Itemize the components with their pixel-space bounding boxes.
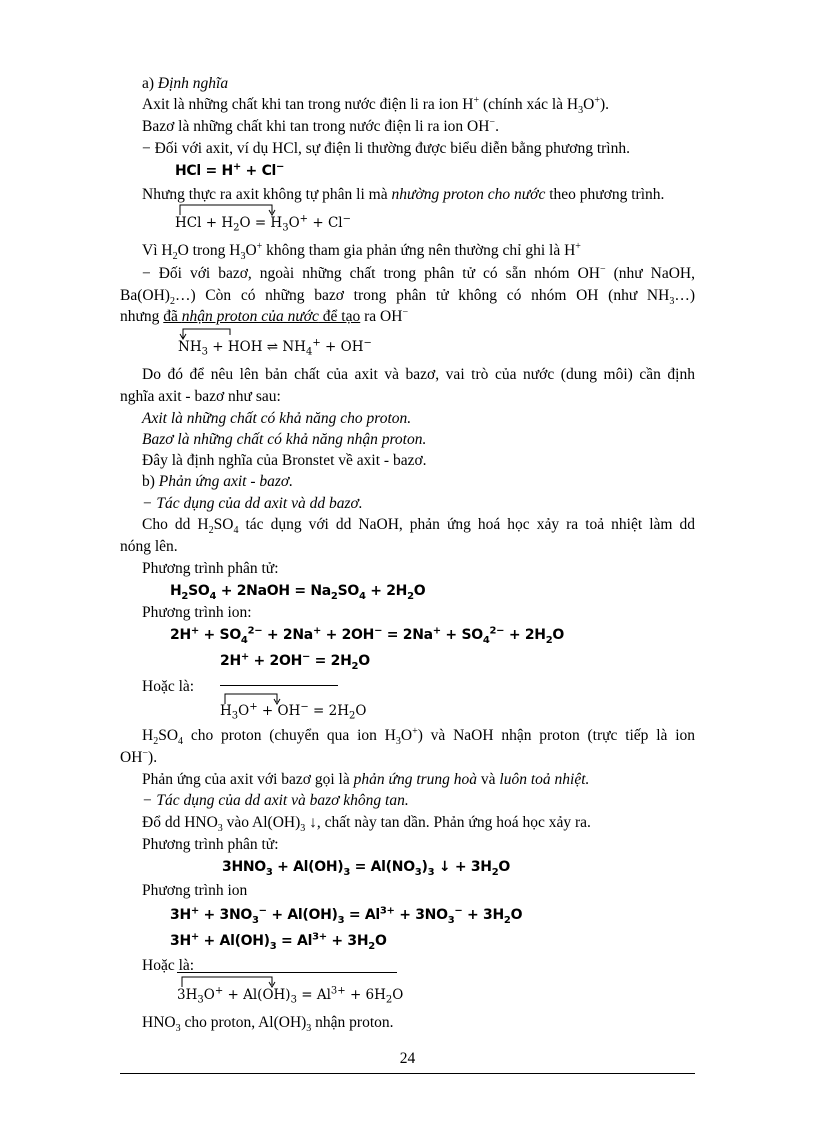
neutralization-definition: Phản ứng của axit với bazơ gọi là phản ứng trung hoà và luôn toả nhiệt. bbox=[142, 771, 590, 788]
alternative-rule-2 bbox=[177, 972, 397, 973]
proton-summary-line-2: OH−). bbox=[120, 747, 158, 766]
bronsted-acid-definition: Axit là những chất có khả năng cho proton. bbox=[142, 410, 412, 427]
equation-h2so4-naoh-molecular: $H_2SO_4$ + 2NaOH = $Na_2SO_4 + 2H_2O$ bbox=[170, 583, 426, 602]
base-explanation-line-3: nhưng đã nhận proton của nước để tạo ra OH− bbox=[120, 306, 409, 325]
h2so4-naoh-line-2: nóng lên. bbox=[120, 538, 178, 555]
subsection-acid-base-solutions: − Tác dụng của dd axit và dd bazơ. bbox=[142, 495, 363, 512]
equation-hno3-aloh3-full-ionic: $3H^+ + 3NO_3^- + Al(OH)_3 = Al^{3+} + 3NO_3^- + 3H_2O$ bbox=[170, 905, 523, 926]
bronsted-intro-line-2: nghĩa axit - bazơ như sau: bbox=[120, 388, 281, 405]
equation-h3o-aloh3: $3H_3O^+ + Al(OH)_3 = Al^{3+} + 6H_2O$ bbox=[177, 985, 404, 1006]
proton-summary-line-1: $H_2SO_4$ cho proton (chuyển qua ion $H_3O^+$) và NaOH nhận proton (trực tiếp là ion bbox=[142, 725, 695, 748]
molecular-equation-label-1: Phương trình phân tử: bbox=[142, 560, 279, 577]
equation-net-ionic-neutralization: $2H^+ + 2OH^- = 2H_2O$ bbox=[220, 651, 370, 672]
ionic-equation-label-1: Phương trình ion: bbox=[142, 604, 252, 621]
equation-h2so4-naoh-full-ionic: $2H^+ + SO_4^{2-} + 2Na^+ + 2OH^- = 2Na^+ + SO_4^{2-} + 2H_2O$ bbox=[170, 625, 564, 646]
h3o-simplification-line: Vì $H_2O$ trong $H_3O^+$ không tham gia phản ứng nên thường chỉ ghi là H+ bbox=[142, 240, 581, 263]
h2so4-naoh-line-1: Cho dd $H_2SO_4$ tác dụng với dd NaOH, phản ứng hoá học xảy ra toả nhiệt làm dd bbox=[142, 516, 695, 537]
page-number: 24 bbox=[399, 1050, 416, 1067]
alternative-label-1: Hoặc là: bbox=[142, 678, 195, 695]
bronsted-intro-line-1: Do đó để nêu lên bản chất của axit và bazơ, vai trò của nước (dung môi) cần định bbox=[142, 366, 695, 383]
acid-definition-line: Axit là những chất khi tan trong nước điện li ra ion H+ (chính xác là $H_3O^+$). bbox=[142, 94, 610, 117]
equation-hno3-aloh3-molecular: $3HNO_3 + Al(OH)_3 = Al(NO_3)_3$ ↓ + $3H_2O$ bbox=[222, 859, 510, 878]
molecular-equation-label-2: Phương trình phân tử: bbox=[142, 836, 279, 853]
equation-ammonia-water: $NH_3$ + HOH ⇌ $NH_4^+ + OH^-$ bbox=[178, 337, 372, 358]
bronsted-base-definition: Bazơ là những chất có khả năng nhận proton. bbox=[142, 431, 427, 448]
base-explanation-line-2: $Ba(OH)_2\dots$) Còn có những bazơ trong phân tử không có nhóm OH (như $NH_3\dots$) bbox=[120, 287, 695, 308]
footer-rule bbox=[120, 1073, 695, 1074]
equation-hcl-water: HCl + $H_2O = H_3O^+ + Cl^-$ bbox=[175, 213, 351, 234]
equation-hno3-aloh3-net-ionic: $3H^+ + Al(OH)_3 = Al^{3+} + 3H_2O$ bbox=[170, 931, 387, 952]
base-definition-line: Bazơ là những chất khi tan trong nước điện li ra ion OH−. bbox=[142, 116, 499, 135]
hno3-aloh3-intro: Đổ dd $HNO_3$ vào $Al(OH)_3$ ↓, chất này tan dần. Phản ứng hoá học xảy ra. bbox=[142, 814, 591, 835]
equation-hcl-dissociation: HCl = H+ + Cl− bbox=[175, 161, 285, 179]
hno3-aloh3-summary: $HNO_3$ cho proton, $Al(OH)_3$ nhận proton. bbox=[142, 1014, 394, 1035]
equation-h3o-oh-water: $H_3O^+ + OH^- = 2H_2O$ bbox=[220, 701, 367, 722]
alternative-rule-1 bbox=[220, 685, 338, 686]
ionic-equation-label-2: Phương trình ion bbox=[142, 882, 248, 899]
document-page bbox=[120, 0, 695, 1123]
acid-ionization-intro: − Đối với axit, ví dụ HCl, sự điện li thường được biểu diễn bằng phương trình. bbox=[142, 140, 630, 157]
base-explanation-line-1: − Đối với bazơ, ngoài những chất trong phân tử có sẵn nhóm OH− (như NaOH, bbox=[142, 263, 695, 282]
subsection-insoluble-base: − Tác dụng của dd axit và bazơ không tan. bbox=[142, 792, 409, 809]
bronsted-attribution: Đây là định nghĩa của Bronstet về axit - bazơ. bbox=[142, 452, 427, 469]
proton-donation-line: Nhưng thực ra axit không tự phân li mà nhường proton cho nước theo phương trình. bbox=[142, 186, 665, 203]
section-a-heading: a) Định nghĩa bbox=[142, 75, 229, 92]
section-b-heading: b) Phản ứng axit - bazơ. bbox=[142, 473, 294, 490]
alternative-label-2: Hoặc là: bbox=[142, 957, 195, 974]
